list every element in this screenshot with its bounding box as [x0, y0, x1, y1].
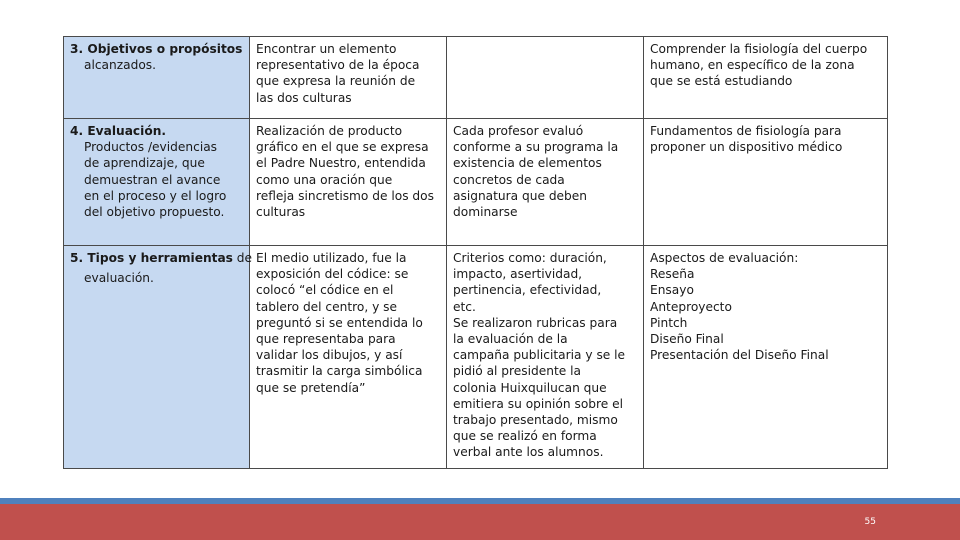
cell-line: colonia Huixquilucan que [453, 380, 607, 395]
table-row [64, 119, 888, 246]
cell-line: Productos /evidencias [84, 140, 218, 155]
cell-line: preguntó si se entendida lo [256, 315, 423, 330]
cell-line: proponer un dispositivo médico [650, 140, 843, 155]
row-header-title-tail: de [232, 251, 253, 265]
cell-line: Cada profesor evaluó [453, 124, 584, 138]
cell-line: la evaluación de la [453, 332, 568, 347]
cell-line: gráfico en el que se expresa [256, 140, 429, 155]
cell-line: pertinencia, efectividad, [453, 283, 602, 298]
cell-line: etc. [453, 299, 476, 314]
cell-line: Fundamentos de fisiología para [650, 124, 842, 138]
cell-line: existencia de elementos [453, 156, 602, 171]
cell-line: el Padre Nuestro, entendida [256, 156, 426, 171]
cell-line: verbal ante los alumnos. [453, 445, 604, 460]
cell-line: refleja sincretismo de los dos [256, 188, 434, 203]
cell-line: Pintch [650, 315, 688, 330]
cell-line: del objetivo propuesto. [84, 205, 225, 220]
cell-line: dominarse [453, 205, 518, 220]
cell-line: Aspectos de evaluación: [650, 251, 799, 265]
cell-line: que se está estudiando [650, 74, 793, 89]
cell-line: asignatura que deben [453, 188, 588, 203]
table-row [64, 246, 888, 469]
cell-line: de aprendizaje, que [84, 156, 205, 171]
row-header-objetivos [64, 37, 250, 119]
cell-line: emitiera su opinión sobre el [453, 396, 624, 411]
cell-line: validar los dibujos, y así [256, 348, 403, 363]
cell-line: impacto, asertividad, [453, 267, 583, 282]
cell [644, 119, 888, 246]
row-header-subtitle [70, 139, 243, 220]
cell [250, 246, 447, 469]
cell-line: Comprender la fisiología del cuerpo [650, 42, 868, 56]
cell-line: concretos de cada [453, 172, 565, 187]
cell-line: que expresa la reunión de [256, 74, 416, 89]
cell-line: como una oración que [256, 172, 393, 187]
cell-line: Realización de producto [256, 124, 403, 138]
row-header-subtitle: evaluación. [84, 271, 154, 286]
cell-line: exposición del códice: se [256, 267, 409, 282]
cell-line: culturas [256, 205, 306, 220]
page-number: 55 [864, 517, 876, 527]
row-header-subtitle: alcanzados. [84, 58, 157, 73]
cell-line: El medio utilizado, fue la [256, 251, 407, 265]
cell-line: Reseña [650, 267, 695, 282]
cell-line: conforme a su programa la [453, 140, 619, 155]
cell-line: Anteproyecto [650, 299, 732, 314]
cell-line: trasmitir la carga simbólica [256, 364, 423, 379]
row-header-title: 3. Objetivos o propósitos [70, 42, 243, 56]
cell-line: representativo de la época [256, 58, 420, 73]
cell [250, 37, 447, 119]
row-header-evaluacion [64, 119, 250, 246]
cell-line: Encontrar un elemento [256, 42, 397, 56]
cell [447, 37, 644, 119]
cell [250, 119, 447, 246]
footer-bar [0, 504, 960, 540]
cell-line: trabajo presentado, mismo [453, 413, 618, 428]
cell-line: colocó “el códice en el [256, 283, 394, 298]
row-header-title: 5. Tipos y herramientas [70, 251, 233, 265]
cell-line: que se realizó en forma [453, 429, 597, 444]
cell-line: las dos culturas [256, 90, 352, 105]
cell-line: humano, en específico de la zona [650, 58, 855, 73]
cell [644, 246, 888, 469]
row-header-tipos [64, 246, 253, 469]
cell-line: tablero del centro, y se [256, 299, 398, 314]
evaluation-table [63, 36, 888, 469]
cell [644, 37, 888, 119]
cell [447, 246, 644, 469]
cell-line: Presentación del Diseño Final [650, 348, 829, 363]
row-header-title: 4. Evaluación. [70, 124, 167, 138]
cell-line: demuestran el avance [84, 172, 221, 187]
cell-line: que se pretendía” [256, 380, 366, 395]
cell-line: Diseño Final [650, 332, 724, 347]
cell-line: Criterios como: duración, [453, 251, 607, 265]
cell-line: Ensayo [650, 283, 694, 298]
cell-line: pidió al presidente la [453, 364, 581, 379]
cell [447, 119, 644, 246]
table-row [64, 37, 888, 119]
cell-line: que representaba para [256, 332, 396, 347]
cell-line: en el proceso y el logro [84, 188, 227, 203]
cell-line: campaña publicitaria y se le [453, 348, 626, 363]
cell-line: Se realizaron rubricas para [453, 315, 618, 330]
